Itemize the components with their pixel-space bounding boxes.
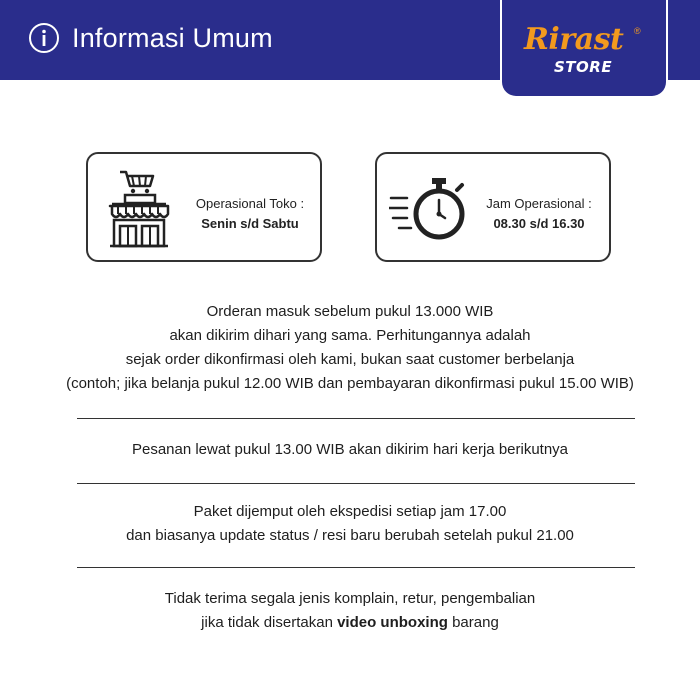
section-divider [77,483,635,484]
order-cutoff-note [0,300,700,396]
late-orders-note [0,438,700,462]
header-title-group [28,22,273,54]
operating-hours-text [477,194,601,234]
logo-script-text: Rirast [524,22,624,57]
store-hours-card [86,152,322,262]
page-title: Informasi Umum [72,22,273,53]
complaints-line-2-start: jika tidak disertakan [201,614,333,631]
operating-hours-label: Jam Operasional : [486,196,592,211]
stopwatch-icon [389,176,471,242]
logo-store-text: STORE [554,58,613,76]
order-cutoff-line: Orderan masuk sebelum pukul 13.000 WIB [206,303,494,320]
operating-hours-value: 08.30 s/d 16.30 [493,216,585,231]
logo-registered-mark: ® [634,26,641,36]
operating-hours-card [375,152,611,262]
order-cutoff-line: akan dikirim dihari yang sama. Perhitungannya adalah [169,327,531,344]
pickup-line: Paket dijemput oleh ekspedisi setiap jam 17.00 [193,503,507,520]
order-cutoff-line: sejak order dikonfirmasi oleh kami, bukan saat customer berbelanja [125,351,575,368]
store-hours-label: Operasional Toko : [195,196,305,211]
complaints-line-1: Tidak terima segala jenis komplain, retur, pengembalian [164,590,536,607]
section-divider [77,567,635,568]
video-unboxing-emphasis: video unboxing [337,614,448,631]
order-cutoff-line: (contoh; jika belanja pukul 12.00 WIB dan pembayaran dikonfirmasi pukul 15.00 WIB) [66,375,634,392]
store-hours-value: Senin s/d Sabtu [201,216,299,231]
pickup-note [0,500,700,548]
info-icon [28,22,60,54]
complaints-line-2 [0,611,700,635]
complaints-line-2-end: barang [452,614,499,631]
complaints-note [0,587,700,635]
store-logo [502,0,666,96]
section-divider [77,418,635,419]
store-icon [106,166,172,250]
pickup-line: dan biasanya update status / resi baru berubah setelah pukul 21.00 [126,527,574,544]
store-hours-text [186,194,314,234]
late-orders-line: Pesanan lewat pukul 13.00 WIB akan dikirim hari kerja berikutnya [131,441,569,458]
